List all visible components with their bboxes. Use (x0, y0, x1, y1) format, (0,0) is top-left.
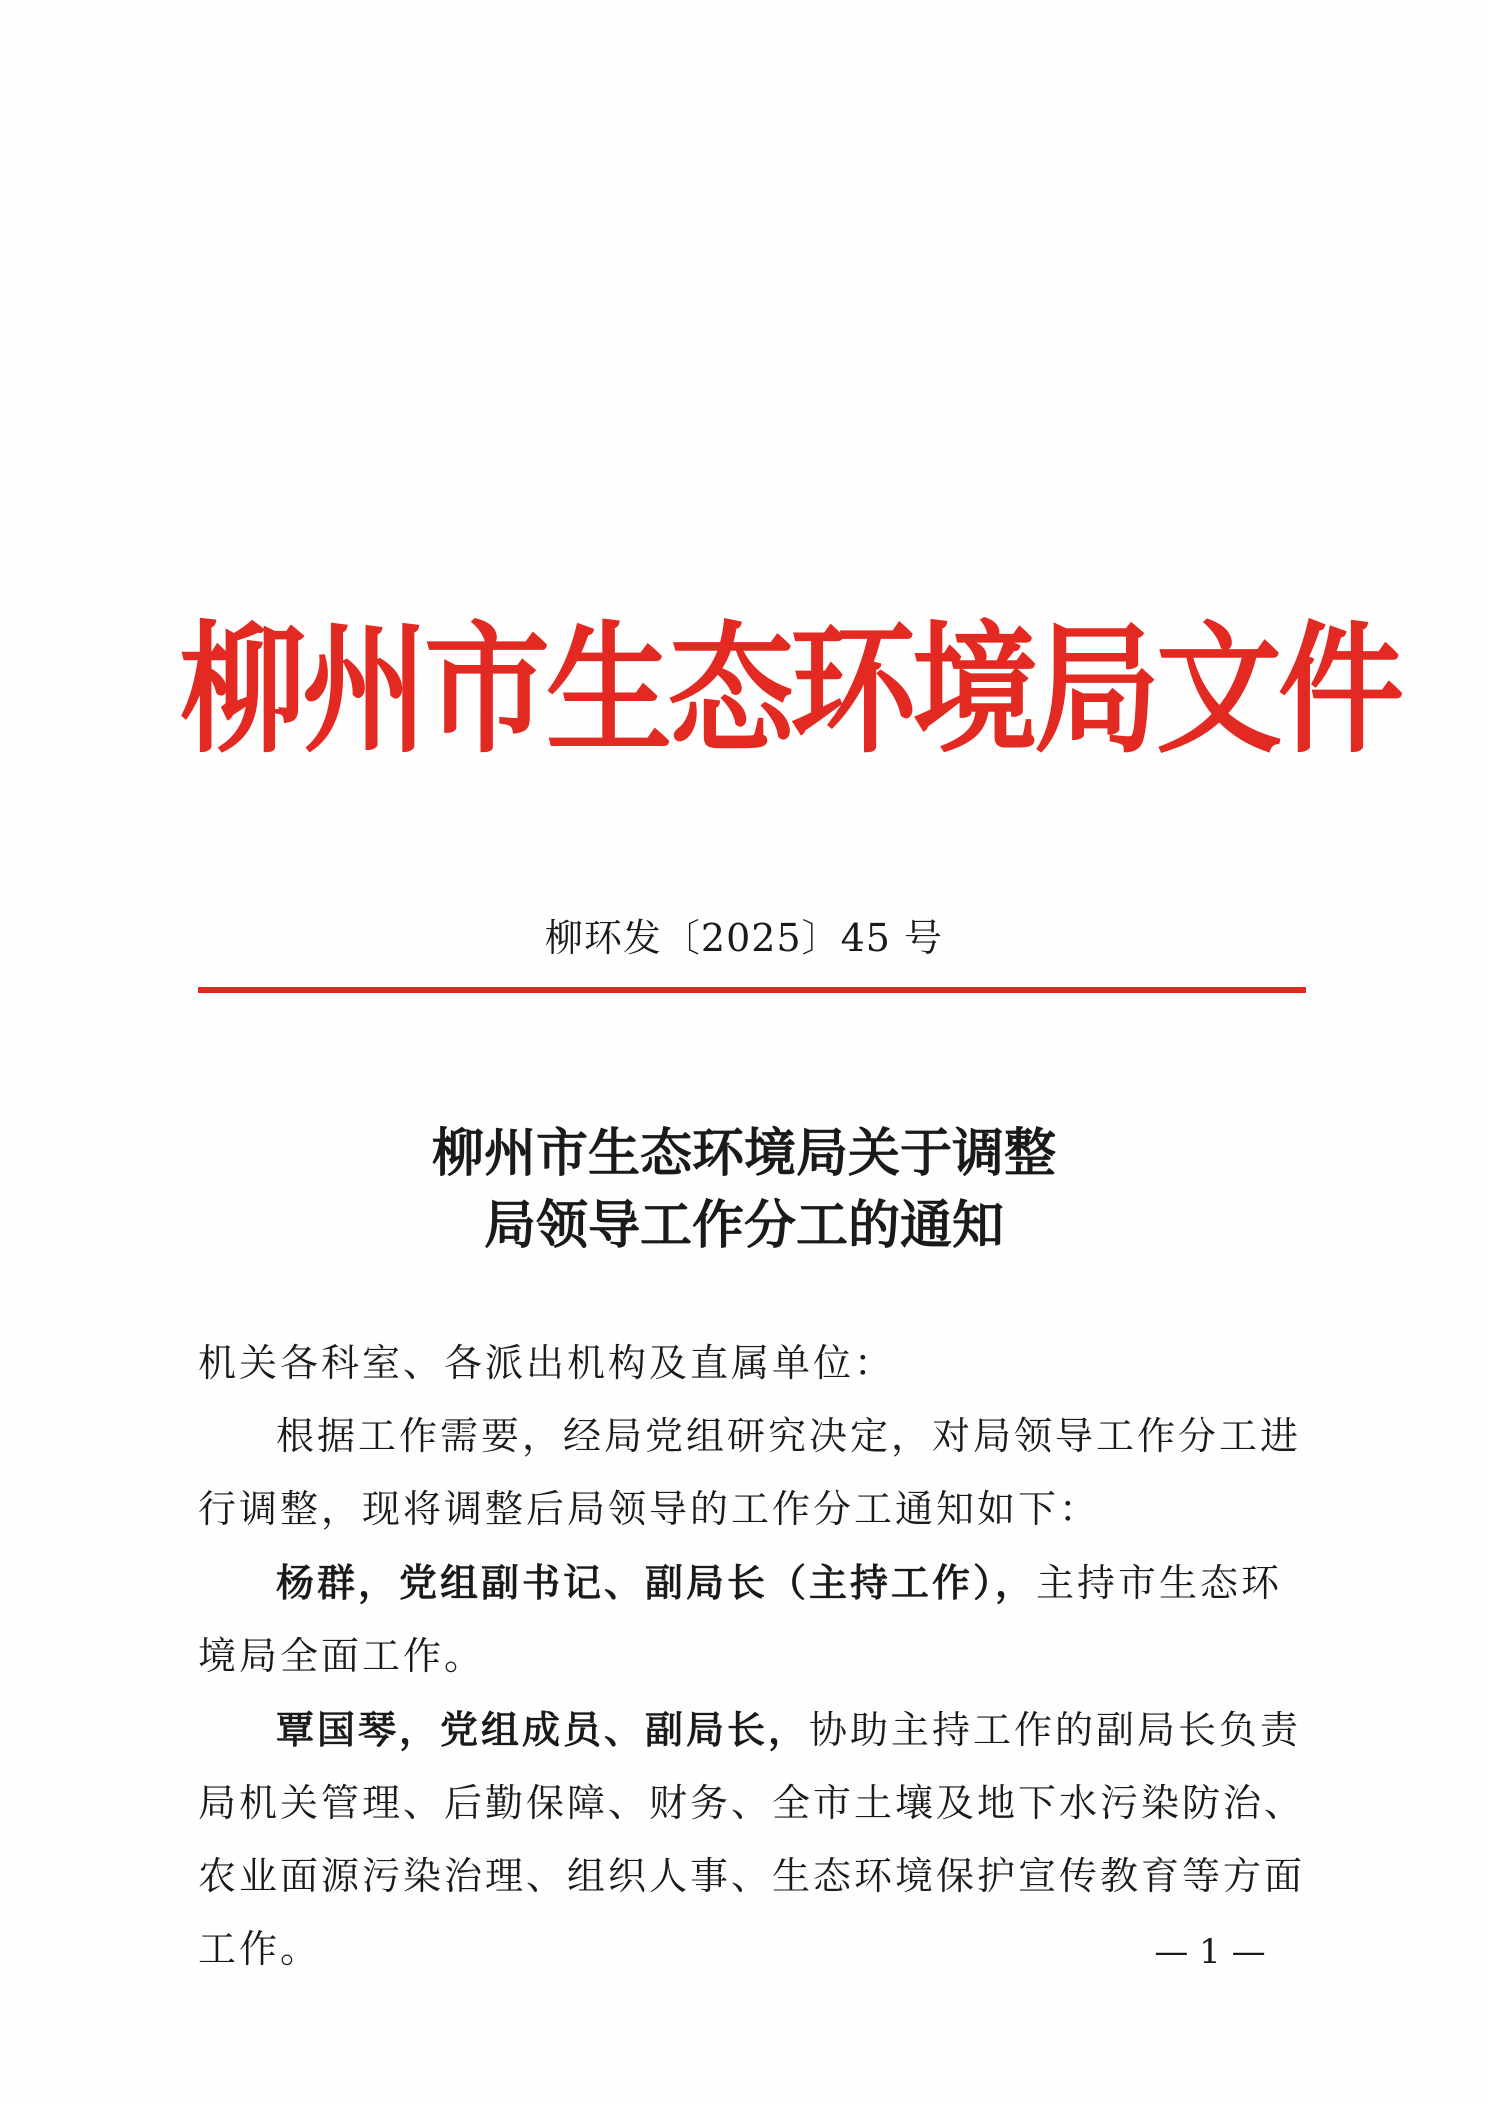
red-separator-line (198, 987, 1306, 993)
notice-title (0, 1118, 1488, 1262)
notice-body (198, 1327, 1308, 1986)
assignment-duties: 协助主持工作的副局长负责局机关管理、后勤保障、财务、全市土壤及地下水污染防治、农业面源污染治理、组织人事、生态环境保护宣传教育等方面工作。 (198, 1708, 1306, 1971)
issuing-authority-title: 柳州市生态环境局文件 (180, 606, 1400, 773)
notice-title-line-1: 柳州市生态环境局关于调整 (431, 1123, 1056, 1184)
page-number: — 1 — (1154, 1932, 1266, 1972)
assignment-paragraph (198, 1546, 1308, 1693)
recipients-line: 机关各科室、各派出机构及直属单位： (198, 1341, 896, 1385)
assignment-duties: 主持市生态环境局全面工作。 (198, 1561, 1283, 1678)
assignment-name-role: 覃国琴，党组成员、副局长， (276, 1707, 810, 1752)
notice-title-line-2: 局领导工作分工的通知 (483, 1195, 1004, 1256)
intro-paragraph: 根据工作需要，经局党组研究决定，对局领导工作分工进行调整，现将调整后局领导的工作分工通知如下： (198, 1414, 1302, 1531)
document-number: 柳环发〔2025〕45 号 (544, 916, 944, 960)
assignment-name-role: 杨群，党组副书记、副局长（主持工作）， (276, 1560, 1037, 1605)
